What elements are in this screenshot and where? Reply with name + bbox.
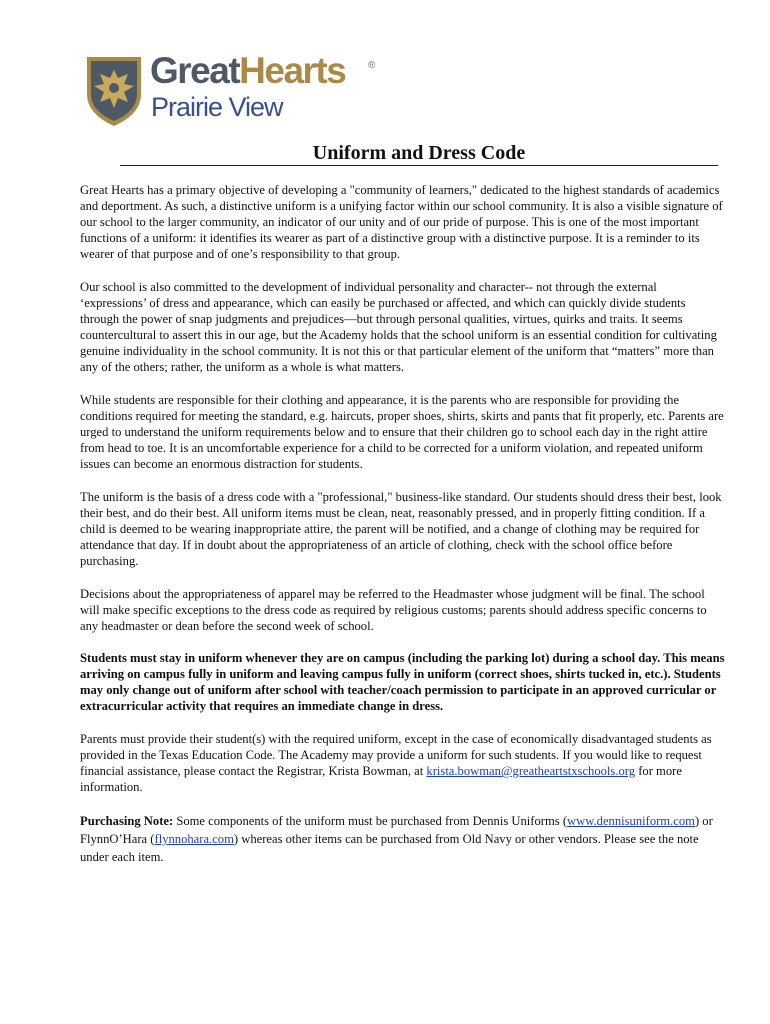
paragraph-intro: Great Hearts has a primary objective of developing a "community of learners," dedicated to the highest standards of academics and deportment. As such, a distinctive uniform is a unifying factor within our school community. It is also a visible signature of our school to the larger community, an indicator of our unity and of our pride of purpose. This is one of the most important functions of a uniform: it identifies its wearer as part of a distinctive group with a distinctive purpose. It is a reminder to its wearer of that purpose and of one’s responsibility to that group. <box>80 183 723 262</box>
paragraph-character: Our school is also committed to the development of individual personality and character-- not through the external ‘expressions’ of dress and appearance, which can easily be purchased or affected, and which can quickly divide students through the power of snap judgments and prejudices—but through personal qualities, virtues, quirks and traits. It seems countercultural to assert this in our age, but the Academy holds that the school uniform is an essential condition for cultivating genuine individuality in the school community. It is not this or that particular element of the uniform that “matters” more than any of the others; rather, the uniform as a whole is what matters. <box>80 279 717 375</box>
great-hearts-logo <box>84 50 384 130</box>
paragraph-responsibility: While students are responsible for their clothing and appearance, it is the parents who are responsible for providing the conditions required for meeting the standard, e.g. haircuts, proper shoes, shirts, skirts and pants that fit properly, etc. Parents are urged to understand the uniform requirements below and to ensure that their children go to school each day in the right attire from head to toe. It is an uncomfortable experience for a child to be corrected for a uniform violation, and repeated uniform issues can become an enormous distraction for students. <box>80 392 724 472</box>
page-title: Uniform and Dress Code <box>120 142 718 166</box>
registrar-email-link[interactable]: krista.bowman@greatheartstxschools.org <box>426 764 636 779</box>
crest-icon <box>84 54 144 128</box>
paragraph-assistance: Parents must provide their student(s) with the required uniform, except in the case of economically disadvantaged students as provided in the Texas Education Code. The Academy may provide a uniform for such students. If you would like to request financial assistance, please contact the Registrar, Krista Bowman, at krista.bowman@greatheartstxschools.org for more information. <box>80 731 712 795</box>
campus-name: Prairie View <box>151 92 283 122</box>
dennis-uniform-link[interactable]: www.dennisuniform.com <box>567 813 695 828</box>
paragraph-purchasing: Purchasing Note: Some components of the uniform must be purchased from Dennis Uniforms (www.dennisuniform.com) or FlynnO’Hara (flynnohara.com) whereas other items can be purchased from Old Navy or other vendors. Please see the note under each item. <box>80 813 713 864</box>
paragraph-dress-code: The uniform is the basis of a dress code with a "professional," business-like standard. Our students should dress their best, look their best, and do their best. All uniform items must be clean, neat, reasonably pressed, and in properly fitting condition. If a child is deemed to be wearing inappropriate attire, the parent will be notified, and a change of clothing may be required for attendance that day. If in doubt about the appropriateness of an article of clothing, check with the school office before purchasing. <box>80 489 722 569</box>
paragraph-decisions: Decisions about the appropriateness of apparel may be referred to the Headmaster whose judgment will be final. The school will make specific exceptions to the dress code as required by religious customs; parents should address specific concerns to any headmaster or dean before the second week of school. <box>80 586 707 633</box>
flynnohara-link[interactable]: flynnohara.com <box>154 831 234 846</box>
registered-mark: ® <box>368 60 376 71</box>
brand-name: GreatHearts <box>150 50 346 91</box>
paragraph-campus-rule: Students must stay in uniform whenever they are on campus (including the parking lot) during a school day. This means arriving on campus fully in uniform and leaving campus fully in uniform (correct shoes, shirts tucked in, etc.). Students may only change out of uniform after school with teacher/coach permission to participate in an approved curricular or extracurricular activity that requires an immediate change in dress. <box>80 651 725 714</box>
purchasing-label: Purchasing Note: <box>80 813 174 828</box>
document-body <box>80 182 726 882</box>
